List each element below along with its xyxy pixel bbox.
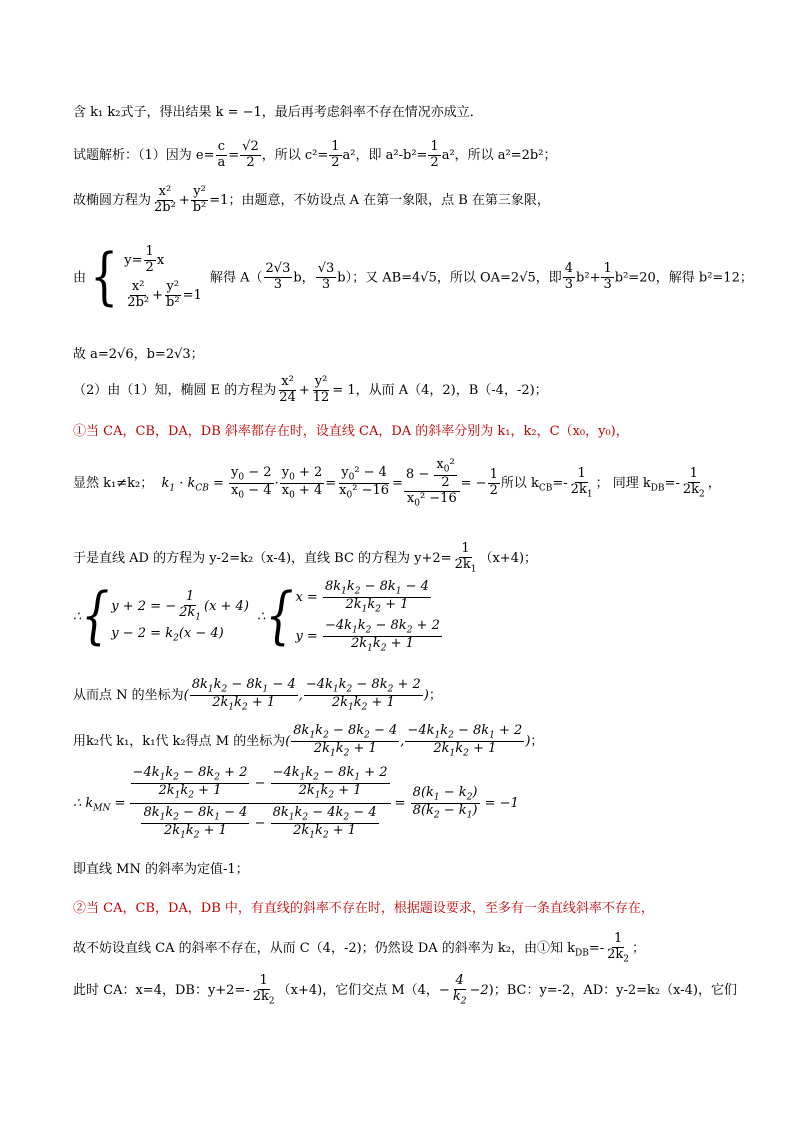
equation-system-1: y= $\frac{1}{2}$ x $\frac{\text{x²}}{\text{2b²}}$ + $\frac{\text{y²}}{\text{b²}}$ =1 — [124, 244, 202, 310]
fraction-1-over-3: $\frac{1}{3}$ — [603, 261, 612, 293]
line-4e: b²+ — [576, 270, 601, 286]
fraction-1-over-2k1: $\frac{1}{2k_1}$ — [570, 465, 593, 500]
line-15-text: ②当 CA，CB，DA，DB 中，有直线的斜率不存在时，根据题设要求，至多有一条直线斜率不存在， — [73, 901, 654, 916]
line-11-text: 从而点 N 的坐标为 — [73, 687, 184, 703]
fraction-1-over-2k1-b: $\frac{1}{2k_1}$ — [454, 541, 477, 575]
left-brace: { — [90, 241, 119, 313]
line-8a: 显然 k₁≠k₂； — [73, 475, 154, 491]
fraction-x2-over-2b2: $\frac{\text{x²}}{\text{2b²}}$ — [154, 184, 176, 215]
text-line-9 — [73, 542, 537, 575]
fraction-y0sq-x0sq: $\frac{y_0^2 - 4}{x_0^2 -16}$ — [339, 464, 390, 501]
fraction-sqrt3-over-3: $\frac{√3}{3}$ — [317, 261, 335, 293]
line-2d: a²，所以 a²=2b²； — [441, 147, 557, 163]
line-3a: 故椭圆方程为 — [73, 192, 152, 208]
equation-system-3: x = $\frac{8k_1k_2 - 8k_1 - 4}{2k_1k_2 + 1}$ y = $\frac{-4k_1k_2 - 8k_2 + 2}{2k_1k_2 + 1}$ — [295, 579, 440, 654]
line-8b: 所以 k — [500, 475, 539, 491]
line-17a: 此时 CA：x=4，DB：y+2=- — [73, 982, 250, 998]
k1-kcb-expression: $k_1 \cdot k_{CB}$ = — [161, 475, 224, 494]
line-5-text: 故 a=2√6，b=2√3； — [73, 347, 204, 362]
text-line-8: 显然 k₁≠k₂； $k_1 \cdot k_{CB}$ = $\frac{y_0 - 2}{x_0 - 4}$ · $\frac{y_0 + 2}{x_0 + 4}$ = $\frac{y_0^2 - 4}{x_0^2 -16}$ = 8 − $\frac{x_0^2}{2}$ $x_0^2 -16$ = − $\frac{1}{2}$ 所以 $k_{CB}=-$ $\frac{1}{2k_1}$ ； 同理 $k_{DB}=-$ $\frac{1}{2k_2}$ ， — [73, 457, 721, 509]
line-4a: 由 — [73, 270, 87, 286]
kmn-big-fraction: $\frac{-4k_1k_2 - 8k_2 + 2}{2k_1k_2 + 1}$ − $\frac{-4k_1k_2 - 8k_1 + 2}{2k_1k_2 + 1}$ $\frac{8k_1k_2 - 8k_1 - 4}{2k_1k_2 + 1}$ − $\frac{8k_1k_2 - 4k_2 - 4}{2k_1k_2 + 1}$ — [130, 766, 391, 841]
text-line-16: 故不妨设直线 CA 的斜率不存在，从而 C（4，-2)；仍然设 DA 的斜率为 k₂，由①知 $k_{DB}=-$ $\frac{1}{2k_2}$ ； — [73, 931, 646, 965]
line-2a: 试题解析：（1）因为 e= — [73, 147, 215, 163]
line-17b: （x+4)，它们交点 M（4， — [277, 982, 439, 998]
fraction-sqrt2-over-2: $\frac{√2}{2}$ — [242, 139, 259, 170]
equation-system-2: y + 2 = − $\frac{1}{2k_1}$ (x + 4) $y - 2 = k_2(x - 4)$ — [111, 589, 249, 644]
text-line-13: ∴ $k_{MN}$ = $\frac{-4k_1k_2 - 8k_2 + 2}{2k_1k_2 + 1}$ − $\frac{-4k_1k_2 - 8k_1 + 2}{2k_1k_2 + 1}$ $\frac{8k_1k_2 - 8k_1 - 4}{2k_1k_2 + 1}$ − $\frac{8k_1k_2 - 4k_2 - 4}{2k_1k_2 + 1}$ = $\frac{8(k_1 - k_2)}{8(k_2 - k_1)}$ = −1 — [73, 765, 519, 841]
line-17c: )；BC：y=-2，AD：y-2=k₂（x-4)，它们 — [488, 982, 737, 998]
fraction-y0m2-x0m4: $\frac{y_0 - 2}{x_0 - 4}$ — [231, 464, 272, 501]
fraction-8-x0sq: 8 − $\frac{x_0^2}{2}$ $x_0^2 -16$ — [404, 458, 460, 509]
fraction-c-over-a: $\frac{c}{a}$ — [217, 139, 226, 170]
fraction-1-over-2k2-c: $\frac{1}{2k_2}$ — [252, 973, 275, 1007]
line-4b: 解得 A（ — [210, 270, 263, 286]
fraction-x2-over-24: $\frac{\text{x²}}{24}$ — [279, 374, 296, 405]
text-line-14 — [73, 863, 249, 876]
line-3b: =1；由题意，不妨设点 A 在第一象限，点 B 在第三象限， — [209, 192, 550, 208]
text-line-15 — [73, 902, 654, 915]
line-1-text: 含 k₁ k₂式子，得出结果 k = −1，最后再考虑斜率不存在情况亦成立． — [73, 105, 483, 120]
text-line-10: ∴{ y + 2 = − $\frac{1}{2k_1}$ (x + 4) $y - 2 = k_2(x - 4)$ ∴{ x = $\frac{8k_1k_2 - 8k_1 - 4}{2k_1k_2 + 1}$ y = $\frac{-4k_1k_2 - 8k_2 + 2}{2k_1k_2 + 1}$ — [73, 580, 443, 654]
fraction-1-over-2k2: $\frac{1}{2k_2}$ — [682, 465, 705, 500]
fraction-half: $\frac{1}{2}$ — [331, 139, 340, 170]
text-line-12: 用k₂代 k₁，k₁代 k₂得点 M 的坐标为( $\frac{8k_1k_2 - 8k_2 - 4}{2k_1k_2 + 1}$ , $\frac{-4k_1k_2 - 8k_1 + 2}{2k_1k_2 + 1}$ )； — [73, 723, 544, 759]
line-4d: b）；又 AB=4√5，所以 OA=2√5，即 — [337, 270, 562, 286]
fraction-y2-over-12: $\frac{\text{y²}}{12}$ — [312, 374, 330, 405]
text-line-5 — [73, 348, 204, 361]
line-12-text: 用k₂代 k₁，k₁代 k₂得点 M 的坐标为 — [73, 733, 286, 749]
line-8c: ； 同理 k — [595, 475, 651, 491]
line-6b: = 1，从而 A（4，2)，B（-4，-2)； — [332, 382, 548, 398]
line-9a: 于是直线 AD 的方程为 y-2=k₂（x-4)，直线 BC 的方程为 y+2= — [73, 550, 452, 566]
line-7-text: ①当 CA，CB，DA，DB 斜率都存在时，设直线 CA，DA 的斜率分别为 k₁，k₂，C（x₀，y₀)， — [73, 424, 629, 439]
fraction-half-2: $\frac{1}{2}$ — [430, 139, 439, 170]
line-4c: b， — [293, 270, 315, 286]
text-line-4 — [73, 241, 753, 313]
line-9b: （x+4)； — [479, 550, 538, 566]
text-line-6: （2）由（1）知，椭圆 E 的方程为 $\frac{\text{x²}}{24}$ + $\frac{\text{y²}}{12}$ = 1，从而 A（4，2)，B（-4，-2)； — [73, 374, 548, 405]
text-line-11: 从而点 N 的坐标为( $\frac{8k_1k_2 - 8k_1 - 4}{2k_1k_2 + 1}$ , $\frac{-4k_1k_2 - 8k_2 + 2}{2k_1k_2 + 1}$ )； — [73, 677, 442, 713]
fraction-y0p2-x0p4: $\frac{y_0 + 2}{x_0 + 4}$ — [281, 464, 323, 501]
text-line-2: 试题解析：（1）因为 e= $\frac{c}{a}$ = $\frac{√2}{2}$ ，所以 c²= $\frac{1}{2}$ a²，即 a²-b²= $\frac{1}{2}$ a²，所以 a²=2b²； — [73, 139, 557, 170]
left-brace-3: { — [265, 580, 294, 652]
text-line-3: 故椭圆方程为 $\frac{\text{x²}}{\text{2b²}}$ + $\frac{\text{y²}}{\text{b²}}$ =1；由题意，不妨设点 A 在第一象限，点 B 在第三象限， — [73, 184, 550, 215]
fraction-y2-over-b2: $\frac{\text{y²}}{\text{b²}}$ — [192, 184, 207, 215]
text-line-7 — [73, 425, 629, 438]
fraction-2sqrt3-over-3: $\frac{2√3}{3}$ — [265, 261, 291, 293]
fraction-1-over-2k2-b: $\frac{1}{2k_2}$ — [607, 931, 630, 965]
line-2c: a²，即 a²-b²= — [342, 147, 428, 163]
line-6a: （2）由（1）知，椭圆 E 的方程为 — [73, 382, 277, 398]
text-line-1 — [73, 106, 483, 119]
fraction-4-over-3: $\frac{4}{3}$ — [564, 261, 574, 293]
left-brace-2: { — [81, 580, 110, 652]
line-4f: b²=20，解得 b²=12； — [614, 270, 753, 286]
line-2b: ，所以 c²= — [261, 147, 329, 163]
line-14-text: 即直线 MN 的斜率为定值-1； — [73, 862, 249, 877]
text-line-17: 此时 CA：x=4，DB：y+2=- $\frac{1}{2k_2}$ （x+4)，它们交点 M（4，− $\frac{4}{k_2}$ −2)；BC：y=-2，AD：y-2=k₂（x-4)，它们 — [73, 973, 737, 1007]
line-16-text: 故不妨设直线 CA 的斜率不存在，从而 C（4，-2)；仍然设 DA 的斜率为 k₂，由①知 k — [73, 940, 575, 956]
fraction-neg-half: $\frac{1}{2}$ — [489, 466, 498, 498]
